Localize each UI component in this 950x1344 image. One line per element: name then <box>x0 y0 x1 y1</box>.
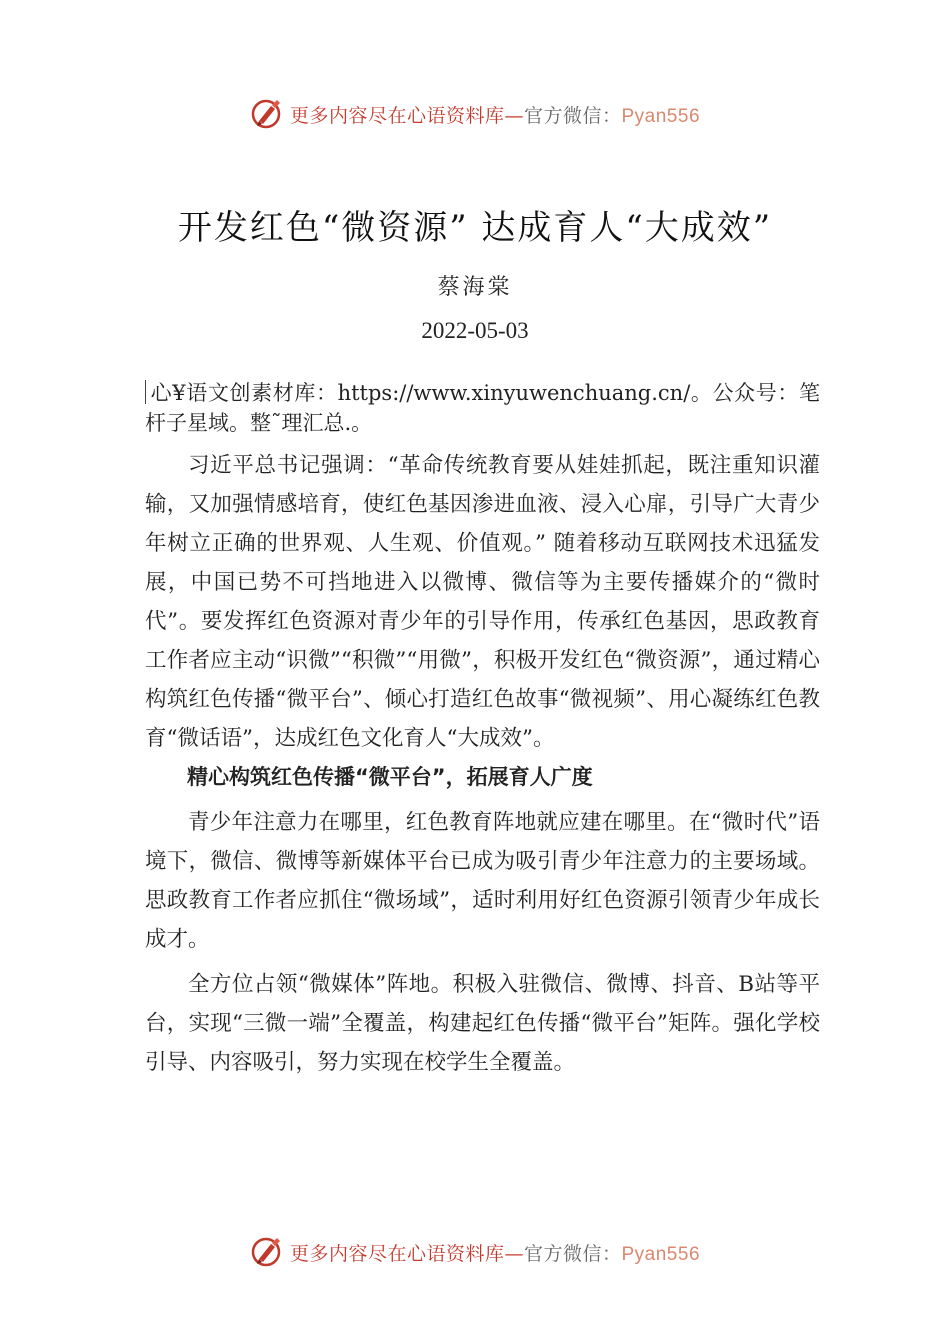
section-heading: 精心构筑红色传播“微平台”，拓展育人广度 <box>187 765 593 789</box>
watermark-text: 更多内容尽在心语资料库—官方微信：Pyan556 <box>289 1242 701 1265</box>
pen-logo-icon <box>250 97 284 131</box>
article-body <box>145 378 820 1082</box>
section-paragraph-1: 青少年注意力在哪里，红色教育阵地就应建在哪里。在“微时代”语境下，微信、微博等新媒体平台已成为吸引青少年注意力的主要场域。思政教育工作者应抓住“微场域”，适时利用好红色资源引领青少年成长成才。 <box>145 810 820 952</box>
article-date: 2022-05-03 <box>421 318 529 343</box>
footer-watermark <box>0 1232 950 1272</box>
watermark-text: 更多内容尽在心语资料库—官方微信：Pyan556 <box>289 104 701 127</box>
source-note <box>145 378 820 438</box>
intro-paragraph: 习近平总书记强调：“革命传统教育要从娃娃抓起，既注重知识灌输，又加强情感培育，使红色基因渗进血液、浸入心扉，引导广大青少年树立正确的世界观、人生观、价值观。” 随着移动互联网技术迅猛发展，中国已势不可挡地进入以微博、微信等为主要传播媒介的“微时代”。要发挥红色资源对青少年的引导作用，传承红色基因，思政教育工作者应主动“识微”“积微”“用微”，积极开发红色“微资源”，通过精心构筑红色传播“微平台”、倾心打造红色故事“微视频”、用心凝练红色教育“微话语”，达成红色文化育人“大成效”。 <box>145 453 820 751</box>
pen-logo-icon <box>250 1235 284 1269</box>
section-paragraph-2: 全方位占领“微媒体”阵地。积极入驻微信、微博、抖音、B站等平台，实现“三微一端”全覆盖，构建起红色传播“微平台”矩阵。强化学校引导、内容吸引，努力实现在校学生全覆盖。 <box>145 972 820 1075</box>
source-note-text: 心¥语文创素材库：https://www.xinyuwenchuang.cn/。公众号：笔杆子星域。整˜理汇总.。 <box>145 381 820 435</box>
article-title: 开发红色“微资源” 达成育人“大成效” <box>177 208 773 248</box>
header-watermark <box>0 94 950 134</box>
article-author: 蔡海棠 <box>437 275 513 300</box>
cursor-bar <box>145 380 146 404</box>
